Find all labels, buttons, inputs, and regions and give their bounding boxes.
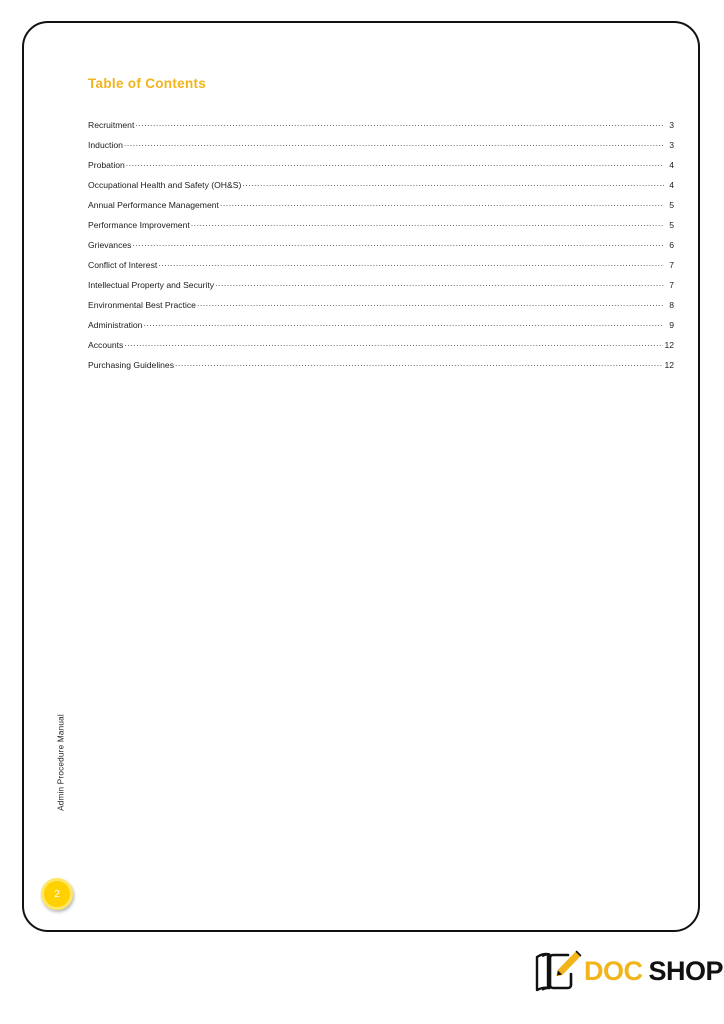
toc-entry-label: Recruitment [88,120,135,130]
toc-entry-page-number: 6 [669,240,674,250]
toc-entry[interactable] [88,119,674,139]
toc-entry-label: Occupational Health and Safety (OH&S) [88,180,242,190]
toc-leader-dots [124,339,663,348]
toc-leader-dots [191,219,664,228]
toc-leader-dots [126,159,664,168]
toc-entry-page-number: 12 [664,360,674,370]
logo-word-doc: DOC [584,955,643,986]
toc-entry-page-number: 5 [669,220,674,230]
toc-entry-page-number: 4 [669,160,674,170]
doc-shop-notebook-pencil-icon [531,948,583,994]
toc-leader-dots [124,139,664,148]
toc-entry[interactable] [88,159,674,179]
toc-entry-page-number: 3 [669,120,674,130]
toc-entry[interactable] [88,339,674,359]
toc-leader-dots [132,239,664,248]
toc-leader-dots [175,359,663,368]
toc-entry-page-number: 7 [669,280,674,290]
document-page [22,21,700,932]
toc-leader-dots [135,119,664,128]
toc-leader-dots [143,319,664,328]
toc-leader-dots [158,259,664,268]
toc-entry[interactable] [88,359,674,379]
page-number-badge: 2 [41,878,73,910]
toc-entry-label: Administration [88,320,143,330]
toc-entry-label: Environmental Best Practice [88,300,196,310]
toc-entry-label: Purchasing Guidelines [88,360,174,370]
logo-word-shop: SHOP [648,955,724,986]
toc-entry[interactable] [88,299,674,319]
toc-leader-dots [215,279,664,288]
toc-entry-page-number: 3 [669,140,674,150]
toc-entry-label: Accounts [88,340,124,350]
table-of-contents [88,119,674,379]
toc-entry[interactable] [88,279,674,299]
toc-entry[interactable] [88,199,674,219]
footer-logo [531,944,723,998]
logo-wordmark [584,955,724,986]
page-title: Table of Contents [88,76,207,92]
toc-entry-label: Performance Improvement [88,220,190,230]
toc-entry-page-number: 12 [664,340,674,350]
toc-entry[interactable] [88,259,674,279]
toc-leader-dots [220,199,664,208]
toc-entry-page-number: 9 [669,320,674,330]
toc-entry-page-number: 5 [669,200,674,210]
toc-entry[interactable] [88,179,674,199]
toc-entry[interactable] [88,319,674,339]
toc-entry[interactable] [88,139,674,159]
toc-entry-label: Grievances [88,240,132,250]
toc-entry-label: Induction [88,140,123,150]
toc-entry-label: Probation [88,160,125,170]
toc-leader-dots [242,179,664,188]
toc-entry-page-number: 8 [669,300,674,310]
toc-entry-label: Intellectual Property and Security [88,280,215,290]
running-title-vertical: Admin Procedure Manual [56,714,66,811]
toc-leader-dots [197,299,664,308]
toc-entry-label: Conflict of Interest [88,260,158,270]
toc-entry-label: Annual Performance Management [88,200,219,210]
toc-entry-page-number: 4 [669,180,674,190]
toc-entry-page-number: 7 [669,260,674,270]
toc-entry[interactable] [88,239,674,259]
toc-entry[interactable] [88,219,674,239]
